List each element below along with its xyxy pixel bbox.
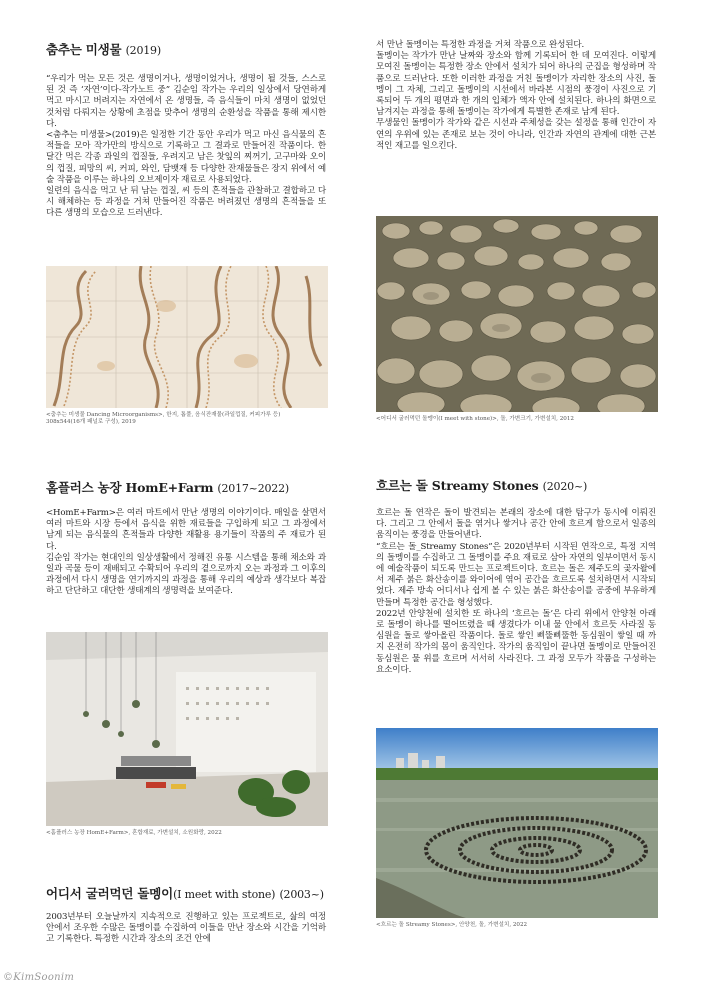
paragraph: 흐르는 돌 연작은 돌이 발견되는 본래의 장소에 대한 탐구가 동시에 이뤄진다. 그리고 그 안에서 돌을 엮거나 쌓거나 공간 안에 흐르게 함으로서 일종의 움직이는 풍경을 만들어낸다. — [376, 508, 656, 541]
section-home-farm — [46, 478, 326, 598]
caption-stones: <어디서 굴러먹던 돌멩이(I meet with stone)>, 돌, 가변크기, 가변설치, 2012 — [376, 416, 574, 422]
section-i-meet-with-stone-continued — [376, 40, 656, 152]
artwork-image-streamy-stones — [376, 728, 658, 918]
paragraph: 일련의 음식을 먹고 난 뒤 남는 껍질, 씨 등의 흔적들을 관찰하고 결합하고 다시 해체하는 등 과정을 거쳐 만들어진 작품은 버려졌던 생명의 흔적들을 또 다른 생명의 모습으로 드러낸다. — [46, 186, 326, 219]
artwork-image-dancing-microorganisms — [46, 266, 328, 408]
paragraph: “우리가 먹는 모든 것은 생명이거나, 생명이었거나, 생명이 될 것들, 스스로 된 것 즉 ‘자연’이다-작가노트 중” 김순임 작가는 우리의 일상에서 당연하게 먹고 마시고 버려지는 자연에서 온 생명들, 즉 음식들이 마치 생명이 없었던 것처럼 다뤄지는 상황에 초점을 맞추어 생명의 순환성을 작품을 통해 제시한다. — [46, 74, 326, 129]
section-title: 춤추는 미생물 (2019) — [46, 42, 161, 57]
section-title: 어디서 굴러먹던 돌멩이(I meet with stone) (2003~) — [46, 886, 324, 901]
section-i-meet-with-stone — [46, 884, 326, 946]
paragraph: <춤추는 미생물>(2019)은 일정한 기간 동안 우리가 먹고 마신 음식물의 흔적들을 모아 작가만의 방식으로 기록하고 그 결과로 만들어진 작품이다. 한 달간 먹은 각종 과일의 껍질들, 우려지고 남은 찻잎의 찌꺼기, 고구마와 오이의 껍질, 피망의 씨, 커피, 와인, 담뱃재 등 다양한 잔재물들은 장지 위에서 예술 작품을 이루는 하나의 오브제이자 재료로 사용되었다. — [46, 130, 326, 185]
section-streamy-stones — [376, 476, 656, 676]
caption-streamy-stones: <흐르는 돌 Streamy Stones>, 안양천, 돌, 가변설치, 2022 — [376, 922, 528, 928]
paragraph: 2003년부터 오늘날까지 지속적으로 진행하고 있는 프로젝트로, 삶의 여정 안에서 조우한 수많은 돌멩이를 수집하여 이들을 만난 장소와 시간을 기억하고 기록한다. 특정한 시간과 장소의 조건 안에 — [46, 912, 326, 945]
watermark: ©KimSoonim — [3, 972, 75, 983]
paragraph: “흐르는 돌_Streamy Stones”은 2020년부터 시작된 연작으로, 특정 지역의 돌멩이를 수집하고 그 돌멩이를 주요 재료로 삼아 자연의 일부이면서 동시에 예술작품이 되도록 만드는 프로젝트이다. 흐르는 돌은 제주도의 곶자왈에서 제주 붉은 화산송이를 와이어에 엮어 공간을 흐르도록 설치하면서 시작되었다. 제주 방속 어디서나 쉽게 볼 수 있는 붉은 화산송이를 공중에 부유하게 만들며 특정한 공간을 형성했다. — [376, 541, 656, 608]
caption-home-farm: <홈플러스 농장 HomE+Farm>, 혼합재료, 가변설치, 소원화랑, 2022 — [46, 830, 222, 836]
paragraph: 서 만난 돌멩이는 특정한 과정을 거쳐 작품으로 완성된다. — [376, 40, 585, 50]
paragraph: 돌멩이는 작가가 만난 날짜와 장소와 함께 기록되어 한 데 모여진다. 이렇게 모여진 돌멩이는 특정한 장소 안에서 설치가 되어 하나의 군집을 형성하며 작품으로 드러난다. 또한 이러한 과정을 거친 돌멩이가 자리한 장소의 사진, 돌멩이 그 자체, 그리고 돌멩이의 시선에서 바라본 시점의 풍경이 사진으로 기록되어 두 개의 평면과 한 개의 입체가 액자 안에 설치된다. 하나의 화면으로 남겨지는 과정을 통해 돌멩이는 작가에게 특별한 존재로 남게 된다. — [376, 51, 656, 118]
artwork-image-home-farm — [46, 632, 328, 826]
section-title: 홈플러스 농장 HomE+Farm (2017~2022) — [46, 480, 289, 495]
section-dancing-microorganisms — [46, 40, 326, 220]
paragraph: <HomE+Farm>은 여러 마트에서 만난 생명의 이야기이다. 매일을 살면서 여러 마트와 시장 등에서 음식을 위한 재료들을 구입하게 되고 그 과정에서 남게 되는 음식물의 흔적들과 다양한 재활용 용기들이 작품의 주 재료가 된다. — [46, 508, 326, 552]
paragraph: 2022년 안양천에 설치한 또 하나의 ‘흐르는 돌’은 다리 위에서 안양천 아래로 돌멩이 하나를 떨어뜨렸을 때 생겼다가 이내 물 안에서 흐르듯 사라질 동심원을 돌로 쌓아올린 작품이다. 돌로 쌓인 삐뚤삐뚤한 동심원이 쌓일 때 까지 온전히 작가의 몸이 움직인다. 작가의 움직임이 끝나면 돌멩이로 만들어진 동심원은 물 위를 흐르며 서서히 사라진다. 그 과정 모두가 작품을 구성하는 요소이다. — [376, 608, 656, 675]
section-title: 흐르는 돌 Streamy Stones (2020~) — [376, 478, 588, 493]
artwork-image-stones — [376, 216, 658, 412]
paragraph: 무생물인 돌멩이가 작가와 같은 시선과 주체성을 갖는 설정을 통해 인간이 자연의 우위에 있는 존재로 보는 것이 아니라, 인간과 자연의 관계에 대한 근본적인 재고를 일으킨다. — [376, 118, 656, 151]
caption-dancing-microorganisms: <춤추는 미생물 Dancing Microorganisms>, 한지, 톱풀, 음식잔재물(과일껍질, 커피가루 등) 308x544(16개 패널로 구성), 2019 — [46, 412, 281, 426]
paragraph: 김순임 작가는 현대인의 일상생활에서 정해진 유통 시스템을 통해 채소와 과일과 곡물 등이 재배되고 수확되어 우리의 곁으로까지 오는 과정과 그 이후의 과정에서 다시 생명을 연기까지의 과정을 통해 우리의 예상과 생각보다 복잡하고 단단하고 대단한 생태계의 생명력을 보여준다. — [46, 552, 326, 597]
